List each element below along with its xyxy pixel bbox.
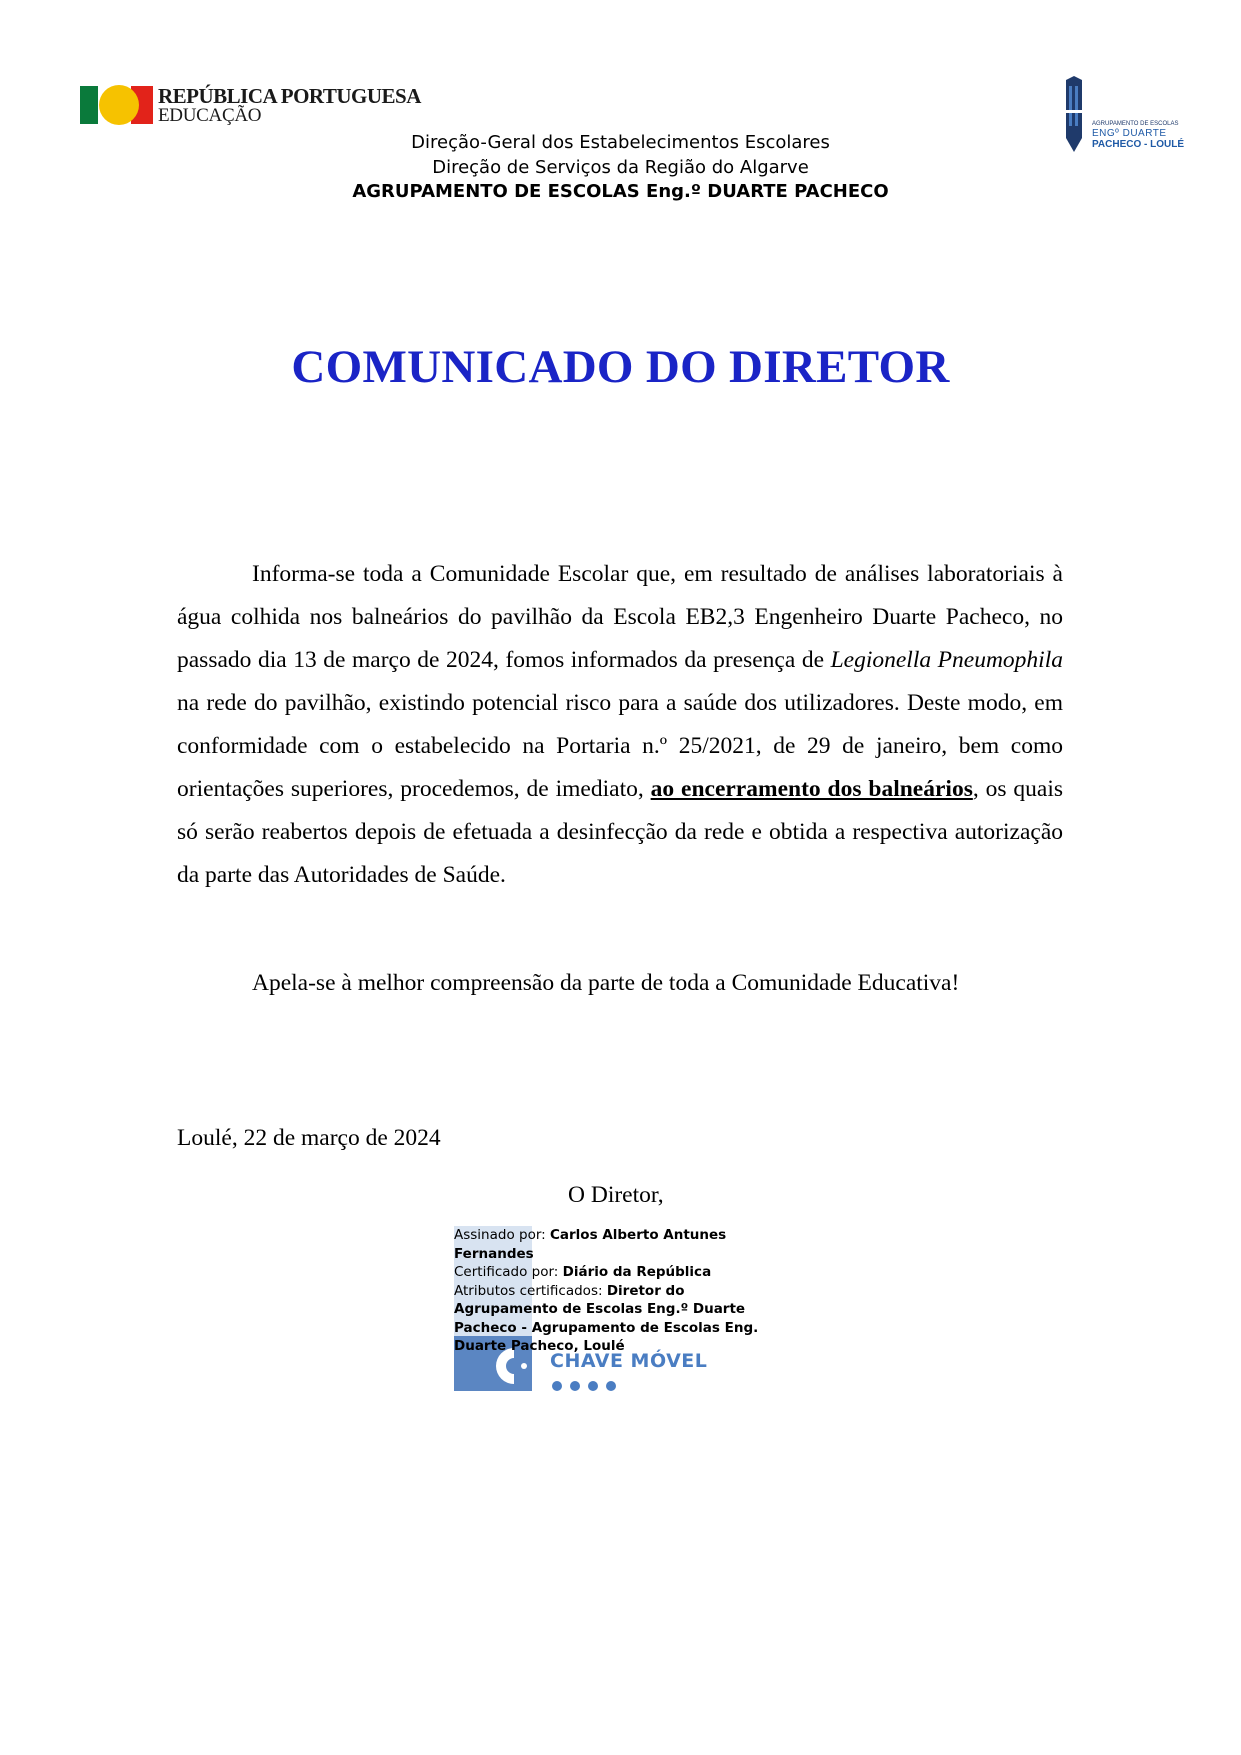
dot: [570, 1381, 580, 1391]
body-emphasis: ao encerramento dos balneários: [650, 776, 973, 802]
flag-yellow-circle: [99, 85, 139, 125]
logo-title: REPÚBLICA PORTUGUESA: [158, 84, 421, 108]
dot: [606, 1381, 616, 1391]
signed-by-name: Carlos Alberto Antunes: [550, 1227, 727, 1243]
body-paragraph: [177, 553, 1063, 897]
certified-by-label: Certificado por:: [454, 1264, 559, 1280]
body-part-1: Informa-se toda a Comunidade Escolar que, em resultado de análises laboratoriais à água colhida nos balneários do pavilhão da Escola EB2,3 Engenheiro Duarte Pacheco, no passado dia 13 de março de 2024, fomos informados da presença de: [177, 561, 1063, 673]
logo-subtitle: EDUCAÇÃO: [158, 105, 262, 126]
signature-text: [454, 1226, 774, 1356]
brand-dots: [552, 1378, 624, 1397]
dot: [588, 1381, 598, 1391]
place-date: Loulé, 22 de março de 2024: [177, 1125, 441, 1151]
logo-right-line2: ENGº DUARTE: [1092, 128, 1167, 139]
attributes-label: Atributos certificados:: [454, 1282, 603, 1299]
header-line-3: AGRUPAMENTO DE ESCOLAS Eng.º DUARTE PACHECO: [352, 181, 889, 202]
attributes-value-1: Diretor do: [606, 1282, 685, 1299]
logo-right-line1: AGRUPAMENTO DE ESCOLAS: [1092, 121, 1179, 127]
body-text: [177, 553, 1063, 897]
body-part-3: , os quais só serão reabertos depois de efetuada a desinfecção da rede e obtida a respectiva autorização da parte das Autoridades de Saúde.: [177, 776, 1064, 888]
chave-movel-brand: CHAVE MÓVEL: [550, 1350, 708, 1372]
flag-green-block: [80, 86, 98, 124]
certified-by-value: Diário da República: [562, 1264, 712, 1280]
body-part-2: na rede do pavilhão, existindo potencial risco para a saúde dos utilizadores. Deste modo, em conformidade com o estabelecido na Portaria n.º 25/2021, de 29 de janeiro, bem como orientações superiores, procedemos, de imediato,: [177, 690, 1063, 802]
attributes-value-4: Duarte Pacheco, Loulé: [454, 1338, 625, 1354]
digital-signature: [454, 1226, 774, 1391]
attributes-value-3: Pacheco - Agrupamento de Escolas Eng.: [454, 1319, 759, 1336]
body-italic: Legionella Pneumophila: [830, 647, 1063, 673]
signed-by-name-cont: Fernandes: [454, 1245, 534, 1262]
director-label: O Diretor,: [568, 1182, 664, 1208]
dot: [552, 1381, 562, 1391]
signed-by-label: Assinado por:: [454, 1227, 546, 1243]
republica-portuguesa-logo: [80, 84, 421, 128]
logo-right-line3: PACHECO - LOULÉ: [1092, 139, 1185, 150]
closing-line: Apela-se à melhor compreensão da parte de toda a Comunidade Educativa!: [252, 970, 960, 996]
header-line-2: Direção de Serviços da Região do Algarve: [432, 157, 809, 178]
attributes-value-2: Agrupamento de Escolas Eng.º Duarte: [454, 1301, 746, 1317]
document-title: COMUNICADO DO DIRETOR: [291, 341, 950, 393]
header-line-1: Direção-Geral dos Estabelecimentos Escolares: [411, 132, 830, 153]
